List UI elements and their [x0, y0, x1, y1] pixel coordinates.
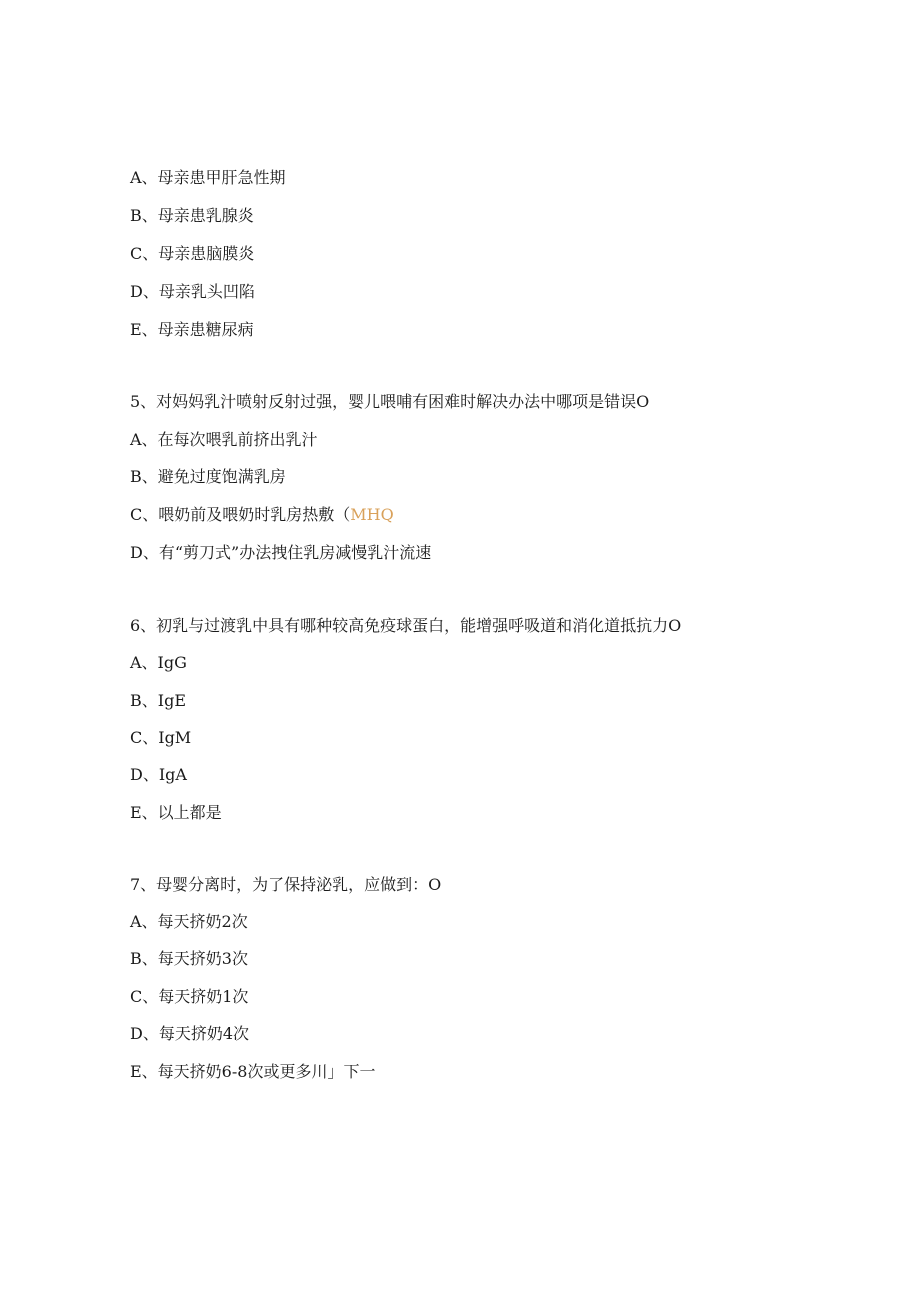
q5-option-c-text: C、喂奶前及喂奶时乳房热敷（	[130, 505, 351, 524]
q5-option-d: D、有“剪刀式”办法拽住乳房减慢乳汁流速	[130, 543, 432, 562]
q6-stem: 6、初乳与过渡乳中具有哪种较高免疫球蛋白，能增强呼吸道和消化道抵抗力O	[130, 616, 682, 635]
q5-option-b: B、避免过度饱满乳房	[130, 467, 286, 486]
q6-option-a: A、IgG	[130, 653, 187, 672]
q5-option-c	[130, 505, 394, 525]
q7-option-c: C、每天挤奶1次	[130, 987, 249, 1006]
q4-option-b: B、母亲患乳腺炎	[130, 206, 254, 225]
q4-option-e: E、母亲患糖尿病	[130, 320, 254, 339]
q7-option-e: E、每天挤奶6-8次或更多川」下一	[130, 1062, 376, 1081]
q6-option-e: E、以上都是	[130, 803, 222, 822]
q7-option-b: B、每天挤奶3次	[130, 949, 248, 968]
q4-option-a: A、母亲患甲肝急性期	[130, 168, 286, 187]
q7-stem: 7、母婴分离时，为了保持泌乳，应做到：O	[130, 875, 442, 894]
q7-option-d: D、每天挤奶4次	[130, 1024, 250, 1043]
q4-option-c: C、母亲患脑膜炎	[130, 244, 255, 263]
q4-option-d: D、母亲乳头凹陷	[130, 282, 255, 301]
q6-option-c: C、IgM	[130, 728, 192, 747]
q5-option-c-mark: MHQ	[350, 505, 394, 524]
q5-stem: 5、对妈妈乳汁喷射反射过强，婴儿喂哺有困难时解决办法中哪项是错误O	[130, 392, 650, 411]
q6-option-b: B、IgE	[130, 691, 187, 710]
q6-option-d: D、IgA	[130, 765, 187, 784]
q7-option-a: A、每天挤奶2次	[130, 912, 248, 931]
q5-option-a: A、在每次喂乳前挤出乳汁	[130, 430, 318, 449]
